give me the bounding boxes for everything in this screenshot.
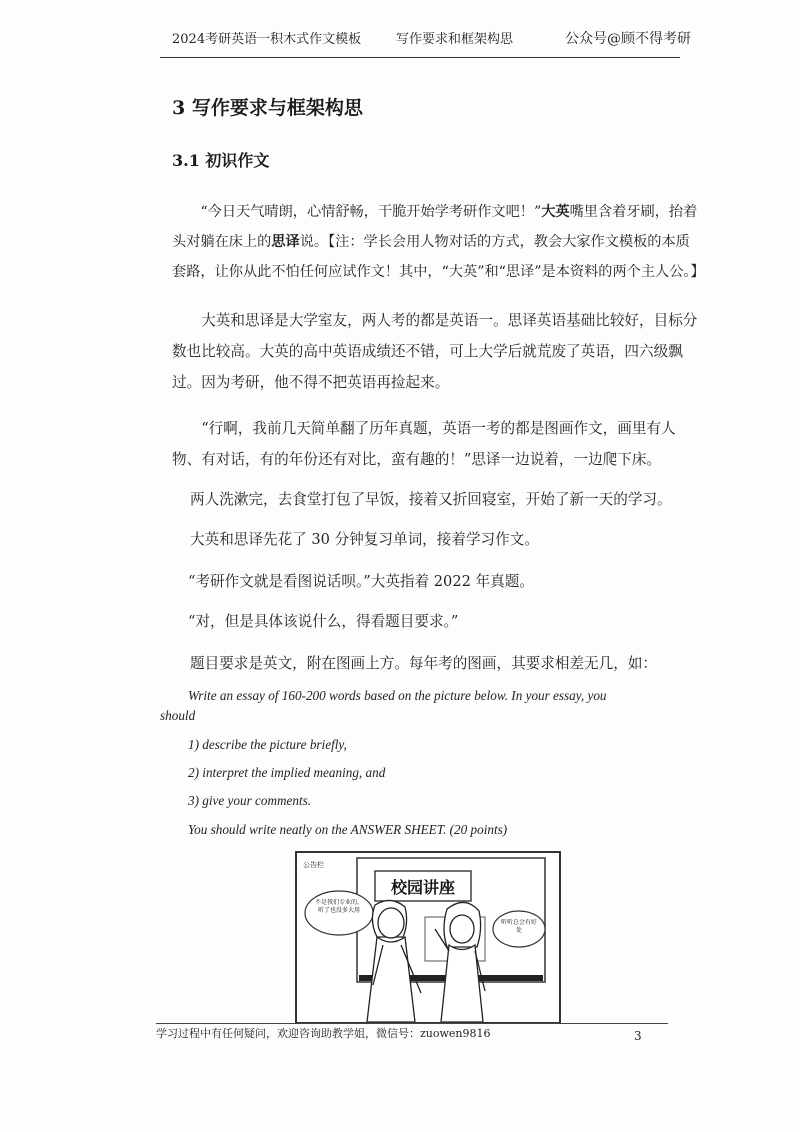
- paragraph-5: 大英和思译先花了 30 分钟复习单词，接着学习作文。: [190, 531, 539, 548]
- p1-text-before: “今日天气晴朗，心情舒畅，干脆开始学考研作文吧！”: [200, 204, 542, 220]
- header-right: 公众号@顾不得考研: [565, 31, 691, 47]
- prompt-closing: You should write neatly on the ANSWER SHEET. (20 points): [188, 822, 508, 837]
- header-left: 2024考研英语一积木式作文模板: [172, 32, 362, 47]
- left-bubble-text: 不是我们专业的，听了也没多大用: [314, 899, 363, 914]
- paragraph-8: 题目要求是英文，附在图画上方。每年考的图画，其要求相差无几，如：: [190, 655, 658, 672]
- p1-text-middle: 嘴里含着牙刷，抬着头对躺在床上的: [172, 204, 698, 250]
- p1-name-dayin: 大英: [541, 204, 570, 220]
- subsection-title: 3.1 初识作文: [172, 151, 270, 170]
- section-title: 3 写作要求与框架构思: [172, 97, 363, 119]
- page-number: 3: [634, 1029, 642, 1043]
- p1-text-after: 说。【注：学长会用人物对话的方式，教会大家作文模板的本质套路，让你从此不怕任何应试作文！其中，“大英”和“思译”是本资料的两个主人公。】: [172, 234, 705, 280]
- prompt-line-1: Write an essay of 160-200 words based on the picture below. In your essay, you: [188, 688, 607, 703]
- paragraph-7: “对，但是具体该说什么，得看题目要求。”: [188, 613, 459, 630]
- paragraph-3: “行啊，我前几天简单翻了历年真题，英语一考的都是图画作文，画里有人物、有对话，有的年份还有对比，蛮有趣的！”思译一边说着，一边爬下床。: [172, 420, 676, 468]
- poster-title: 校园讲座: [390, 878, 456, 897]
- p1-name-siyi: 思译: [271, 234, 300, 250]
- header-rule: [160, 57, 680, 58]
- paragraph-1: [172, 197, 705, 287]
- footer-text: 学习过程中有任何疑问，欢迎咨询助教学姐，微信号：zuowen9816: [156, 1027, 491, 1040]
- header-center: 写作要求和框架构思: [396, 32, 514, 47]
- prompt-item-1: 1) describe the picture briefly,: [188, 737, 347, 752]
- prompt-item-2: 2) interpret the implied meaning, and: [188, 765, 386, 780]
- paragraph-2: 大英和思译是大学室友，两人考的都是英语一。思译英语基础比较好，目标分数也比较高。大英的高中英语成绩还不错，可上大学后就荒废了英语，四六级飘过。因为考研，他不得不把英语再捡起来。: [172, 312, 698, 391]
- cartoon-drawing: [297, 853, 559, 1022]
- exam-cartoon-image: [295, 851, 561, 1024]
- footer-rule: [156, 1023, 668, 1024]
- prompt-line-1b: should: [160, 708, 196, 723]
- paragraph-4: 两人洗漱完，去食堂打包了早饭，接着又折回寝室，开始了新一天的学习。: [190, 491, 672, 508]
- paragraph-6: “考研作文就是看图说话呗。”大英指着 2022 年真题。: [188, 573, 534, 590]
- prompt-item-3: 3) give your comments.: [188, 793, 312, 808]
- right-bubble-text: 听听总会有好处: [500, 919, 537, 934]
- board-label: 公告栏: [303, 861, 324, 869]
